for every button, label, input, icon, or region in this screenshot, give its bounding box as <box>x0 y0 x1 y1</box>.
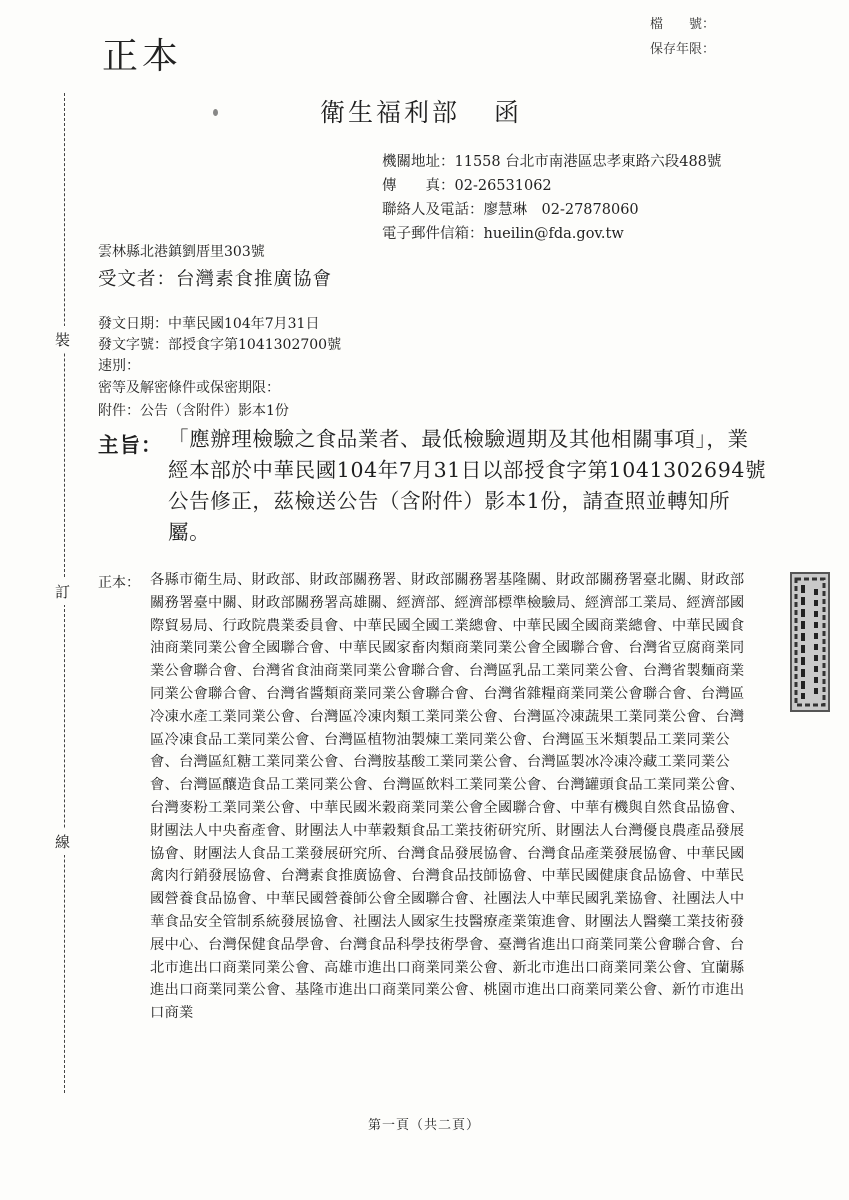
subject-label: 主旨： <box>98 433 163 457</box>
file-number-label: 檔 號： <box>650 17 716 32</box>
retention-period-label: 保存年限： <box>650 42 716 57</box>
attachment-info: 附件：公告（含附件）影本1份 <box>98 403 289 419</box>
binding-mark-ding: 訂 <box>55 578 70 605</box>
document-title <box>320 93 522 129</box>
binding-mark-zhuang: 裝 <box>55 326 70 353</box>
distribution-list: 各縣市衛生局、財政部、財政部關務署、財政部關務署基隆關、財政部關務署臺北關、財政部關務署臺中關、財政部關務署高雄關、經濟部、經濟部標準檢驗局、經濟部工業局、經濟部國際貿易局、行政院農業委員會、中華民國全國工業總會、中華民國全國商業總會、中華民國食油商業同業公會全國聯合會、中華民國家畜肉類商業同業公會全國聯合會、台灣省豆腐商業同業公會聯合會、台灣省食油商業同業公會聯合會、台灣區乳品工業同業公會、台灣省製麵商業同業公會聯合會、台灣省醬類商業同業公會聯合會、台灣省雜糧商業同業公會聯合會、台灣區冷凍水產工業同業公會、台灣區冷凍肉類工業同業公會、台灣區冷凍蔬果工業同業公會、台灣區冷凍食品工業同業公會、台灣區植物油製煉工業同業公會、台灣區玉米類製品工業同業公會、台灣區紅糖工業同業公會、台灣胺基酸工業同業公會、台灣區製冰冷凍冷藏工業同業公會、台灣區釀造食品工業同業公會、台灣區飲料工業同業公會、台灣罐頭食品工業同業公會、台灣麥粉工業同業公會、中華民國米穀商業同業公會全國聯合會、中華有機與自然食品協會、財團法人中央畜產會、財團法人中華穀類食品工業技術研究所、財團法人台灣優良農產品發展協會、財團法人食品工業發展研究所、台灣食品發展協會、台灣食品產業發展協會、中華民國禽肉行銷發展協會、台灣素食推廣協會、台灣食品技師協會、中華民國健康食品協會、中華民國營養食品協會、中華民國營養師公會全國聯合會、社團法人中華民國乳業協會、社團法人中華食品安全管制系統發展協會、社團法人國家生技醫療產業策進會、財團法人醫藥工業技術發展中心、台灣保健食品學會、台灣食品科學技術學會、臺灣省進出口商業同業公會聯合會、台北市進出口商業同業公會、高雄市進出口商業同業公會、新北市進出口商業同業公會、宜蘭縣進出口商業同業公會、基隆市進出口商業同業公會、桃園市進出口商業同業公會、新竹市進出口商業 <box>150 572 745 1022</box>
page-number: 第一頁（共二頁） <box>368 1118 481 1133</box>
document-type: 函 <box>494 98 523 127</box>
seal-stamp-image <box>789 571 831 713</box>
security-classification: 密等及解密條件或保密期限： <box>98 380 280 396</box>
sender-fax: 傳 真：02-26531062 <box>382 178 552 194</box>
copy-type-label: 正本 <box>102 36 183 77</box>
binding-mark-xian: 線 <box>55 828 70 855</box>
issue-date: 發文日期：中華民國104年7月31日 <box>98 316 320 332</box>
distribution-label: 正本： <box>98 575 140 591</box>
document-number: 發文字號：部授食字第1041302700號 <box>98 337 342 353</box>
subject-text: 「應辦理檢驗之食品業者、最低檢驗週期及其他相關事項」，業經本部於中華民國104年7月31日以部授食字第1041302694號公告修正，茲檢送公告（含附件）影本1份，請查照並轉知所屬。 <box>168 427 767 544</box>
sender-address: 機關地址：11558 台北市南港區忠孝東路六段488號 <box>382 154 722 170</box>
recipient-name: 受文者：台灣素食推廣協會 <box>98 269 333 290</box>
delivery-speed: 速別： <box>98 358 140 374</box>
agency-name: 衛生福利部 <box>320 98 461 127</box>
sender-email: 電子郵件信箱：hueilin@fda.gov.tw <box>382 226 624 242</box>
sender-contact: 聯絡人及電話：廖慧琳 02-27878060 <box>382 202 639 218</box>
ink-smudge <box>213 109 218 116</box>
recipient-address: 雲林縣北港鎮劉厝里303號 <box>98 244 265 260</box>
